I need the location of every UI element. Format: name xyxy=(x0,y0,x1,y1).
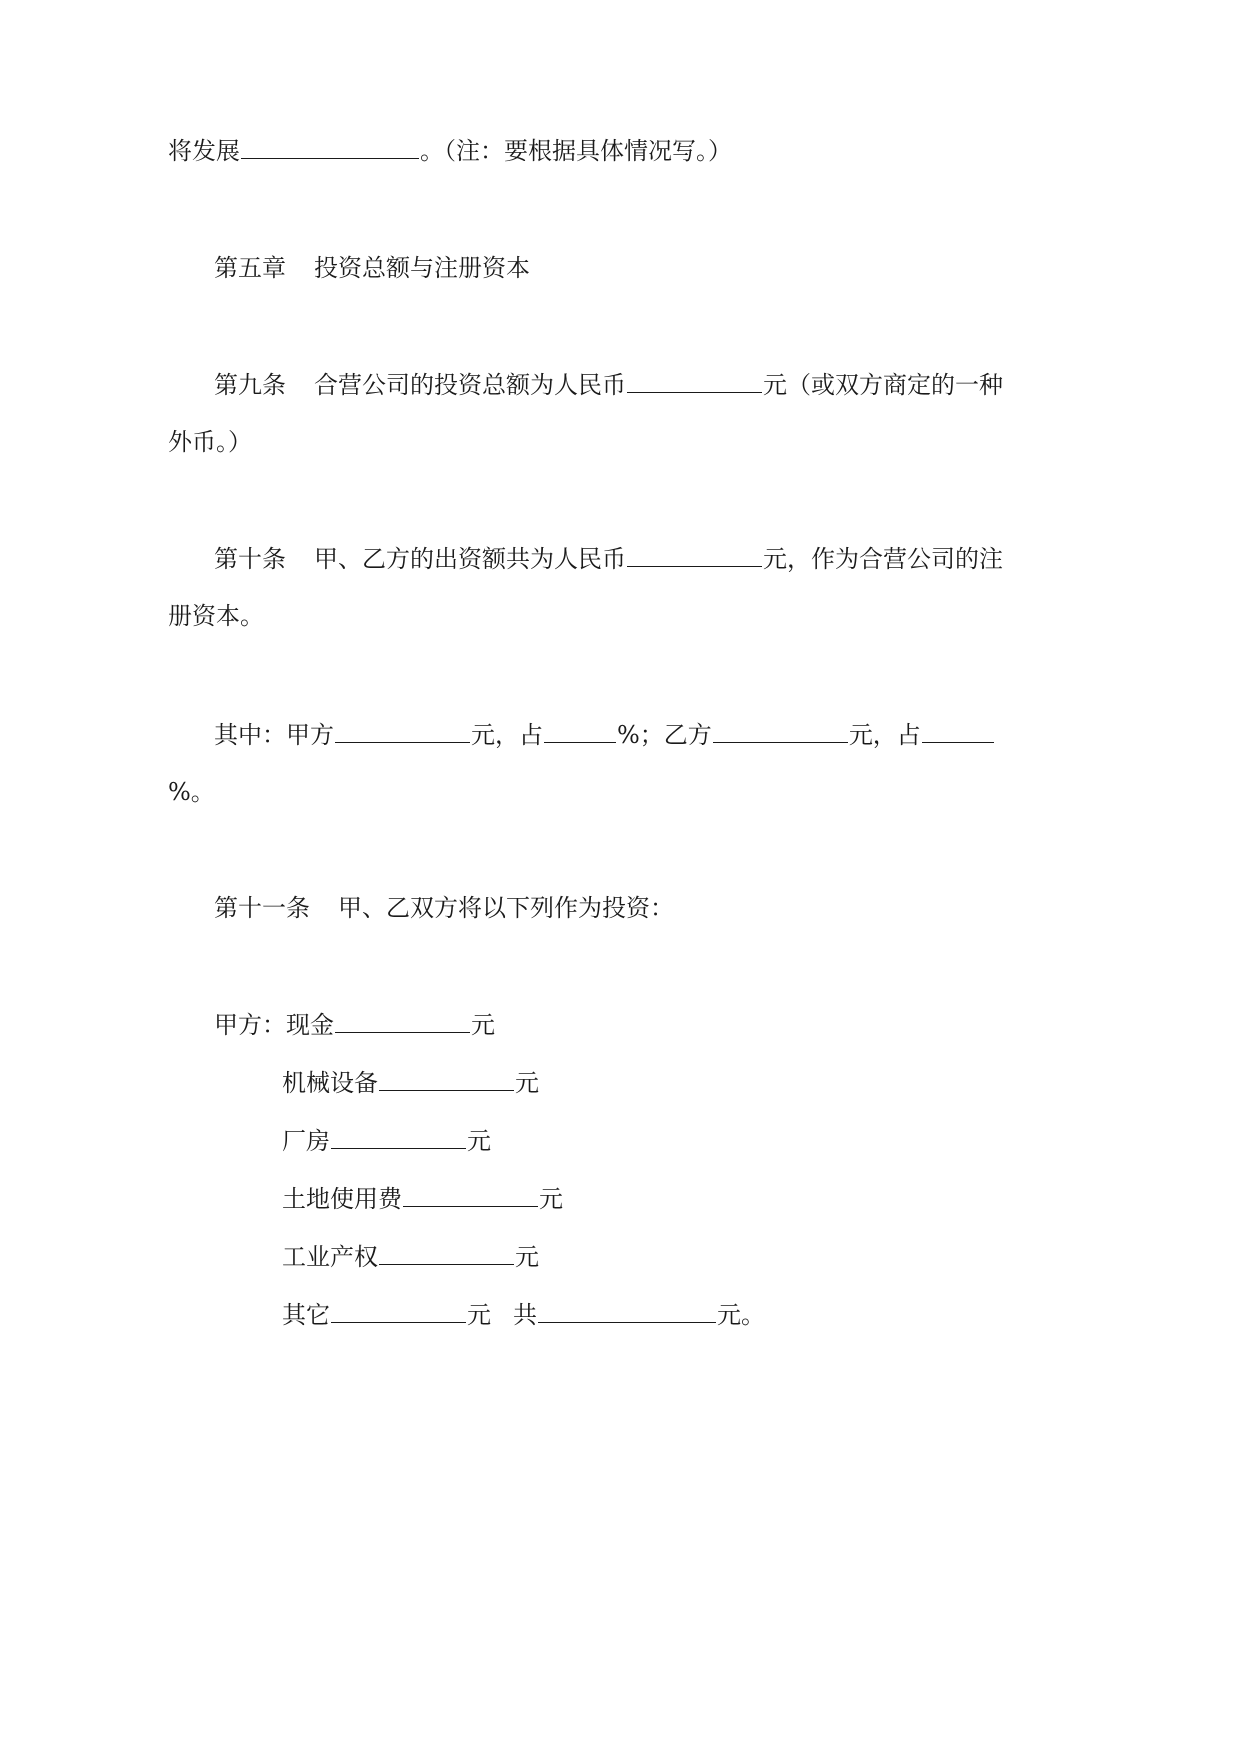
chapter-heading xyxy=(214,252,530,284)
item-land xyxy=(282,1182,563,1215)
shares-line xyxy=(214,718,995,751)
line-development xyxy=(168,134,732,167)
text: 其它 xyxy=(282,1301,330,1329)
blank-field[interactable] xyxy=(379,1066,514,1091)
text: 机械设备 xyxy=(282,1069,378,1097)
text: 元 xyxy=(471,1011,495,1039)
article-number: 第十一条 xyxy=(214,894,310,922)
blank-field[interactable] xyxy=(627,368,762,393)
text: 元，作为合营公司的注 xyxy=(763,545,1003,573)
article-number: 第九条 xyxy=(214,371,286,399)
blank-field[interactable] xyxy=(331,1298,466,1323)
blank-field[interactable] xyxy=(922,718,994,743)
blank-field[interactable] xyxy=(538,1298,716,1323)
article-10 xyxy=(214,542,1003,575)
blank-field[interactable] xyxy=(331,1124,466,1149)
text: 元，占 xyxy=(848,721,921,749)
text: 元（或双方商定的一种 xyxy=(763,371,1003,399)
blank-field[interactable] xyxy=(335,1008,470,1033)
text: 元 xyxy=(515,1243,539,1271)
blank-field[interactable] xyxy=(713,718,848,743)
article-9-cont xyxy=(168,426,252,458)
text: %；乙方 xyxy=(617,721,712,749)
item-plant xyxy=(282,1124,491,1157)
text: 。（注：要根据具体情况写。） xyxy=(420,137,732,165)
blank-field[interactable] xyxy=(544,718,616,743)
text: 工业产权 xyxy=(282,1243,378,1271)
blank-field[interactable] xyxy=(403,1182,538,1207)
text: 元 xyxy=(467,1127,491,1155)
article-11 xyxy=(214,892,674,924)
blank-field[interactable] xyxy=(335,718,470,743)
blank-field[interactable] xyxy=(627,542,762,567)
text: 元 xyxy=(467,1301,491,1329)
item-ip xyxy=(282,1240,539,1273)
text: 土地使用费 xyxy=(282,1185,402,1213)
text: 外币。） xyxy=(168,428,252,456)
shares-line-cont xyxy=(168,776,215,808)
text: 厂房 xyxy=(282,1127,330,1155)
item-machinery xyxy=(282,1066,539,1099)
text: 元 xyxy=(539,1185,563,1213)
text: 元。 xyxy=(717,1301,765,1329)
text: 其中：甲方 xyxy=(214,721,334,749)
text: 甲、乙方的出资额共为人民币 xyxy=(314,545,626,573)
text: 甲方：现金 xyxy=(214,1011,334,1039)
text: 甲、乙双方将以下列作为投资： xyxy=(338,894,674,922)
party-a-cash xyxy=(214,1008,495,1041)
text: 元 xyxy=(515,1069,539,1097)
chapter-number: 第五章 xyxy=(214,254,286,282)
text: 共 xyxy=(513,1301,537,1329)
chapter-title: 投资总额与注册资本 xyxy=(314,254,530,282)
text: 元，占 xyxy=(471,721,543,749)
blank-field[interactable] xyxy=(241,134,419,159)
article-9 xyxy=(214,368,1003,401)
article-number: 第十条 xyxy=(214,545,286,573)
item-other-total xyxy=(282,1298,765,1331)
blank-field[interactable] xyxy=(379,1240,514,1265)
article-10-cont xyxy=(168,600,264,632)
text: 将发展 xyxy=(168,137,240,165)
text: 册资本。 xyxy=(168,602,264,630)
text: 合营公司的投资总额为人民币 xyxy=(314,371,626,399)
text: %。 xyxy=(168,778,215,806)
